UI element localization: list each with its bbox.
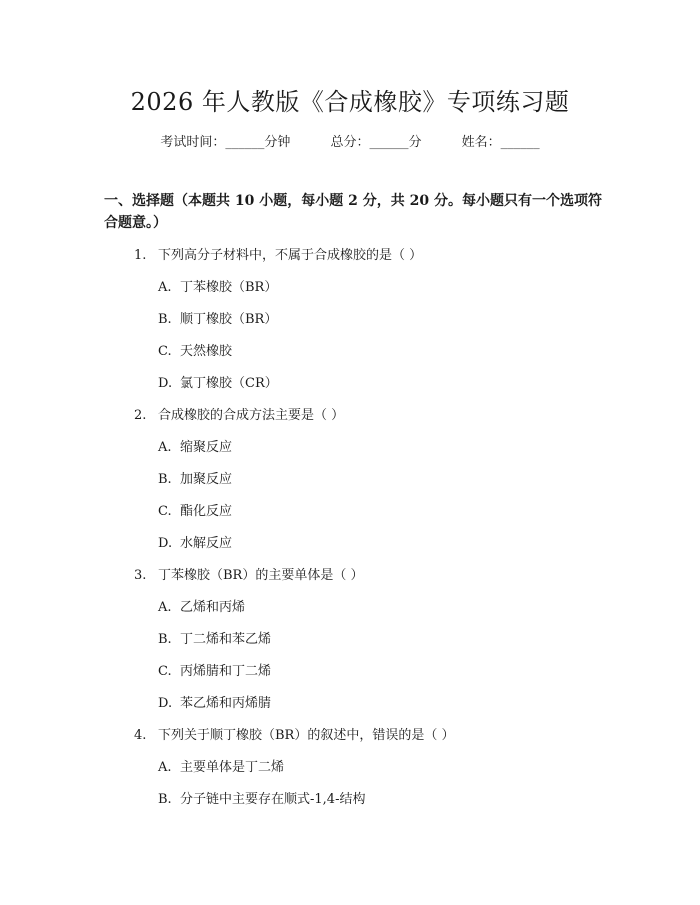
- option-letter: D.: [158, 536, 173, 551]
- section-heading: 一、选择题（本题共 10 小题，每小题 2 分，共 20 分。每小题只有一个选项符合题意。）: [104, 193, 602, 231]
- total-score-field: 总分：______分: [330, 135, 422, 150]
- option-3c: [158, 660, 271, 679]
- option-letter: B.: [158, 312, 172, 327]
- question-text: 丁苯橡胶（BR）的主要单体是（ ）: [158, 568, 364, 583]
- option-letter: B.: [158, 632, 172, 647]
- option-text: 水解反应: [180, 536, 233, 551]
- option-letter: A.: [158, 280, 172, 295]
- option-text: 顺丁橡胶（BR）: [180, 312, 278, 327]
- option-letter: A.: [158, 440, 172, 455]
- student-name-field: 姓名：______: [461, 135, 540, 150]
- option-text: 丙烯腈和丁二烯: [180, 664, 272, 679]
- option-text: 加聚反应: [180, 472, 233, 487]
- option-2a: [158, 436, 232, 455]
- option-letter: B.: [158, 472, 172, 487]
- option-text: 缩聚反应: [180, 440, 233, 455]
- question-text: 下列高分子材料中，不属于合成橡胶的是（ ）: [158, 248, 423, 263]
- option-4a: [158, 756, 284, 775]
- option-letter: A.: [158, 600, 172, 615]
- option-letter: B.: [158, 792, 172, 807]
- option-letter: A.: [158, 760, 172, 775]
- question-2: [134, 404, 344, 423]
- exam-time-field: 考试时间：______分钟: [160, 135, 291, 150]
- option-3a: [158, 596, 245, 615]
- question-1: [134, 244, 422, 263]
- option-1d: [158, 372, 278, 391]
- option-2d: [158, 532, 232, 551]
- option-2b: [158, 468, 232, 487]
- option-text: 主要单体是丁二烯: [180, 760, 285, 775]
- exam-meta: [0, 131, 700, 150]
- question-text: 合成橡胶的合成方法主要是（ ）: [158, 408, 345, 423]
- option-4b: [158, 788, 365, 807]
- option-text: 天然橡胶: [180, 344, 233, 359]
- option-1c: [158, 340, 232, 359]
- option-3d: [158, 692, 271, 711]
- option-1a: [158, 276, 277, 295]
- option-1b: [158, 308, 277, 327]
- option-letter: D.: [158, 696, 173, 711]
- option-letter: C.: [158, 504, 172, 519]
- option-text: 氯丁橡胶（CR）: [180, 376, 278, 391]
- option-text: 乙烯和丙烯: [180, 600, 246, 615]
- question-number: 1.: [134, 248, 147, 263]
- option-3b: [158, 628, 271, 647]
- option-letter: D.: [158, 376, 173, 391]
- question-4: [134, 724, 454, 743]
- option-text: 丁二烯和苯乙烯: [180, 632, 272, 647]
- option-text: 酯化反应: [180, 504, 233, 519]
- option-text: 苯乙烯和丙烯腈: [180, 696, 272, 711]
- option-text: 丁苯橡胶（BR）: [180, 280, 278, 295]
- question-number: 4.: [134, 728, 147, 743]
- question-number: 3.: [134, 568, 147, 583]
- option-2c: [158, 500, 232, 519]
- question-text: 下列关于顺丁橡胶（BR）的叙述中，错误的是（ ）: [158, 728, 455, 743]
- page-title: 2026 年人教版《合成橡胶》专项练习题: [130, 88, 570, 116]
- option-letter: C.: [158, 664, 172, 679]
- option-letter: C.: [158, 344, 172, 359]
- option-text: 分子链中主要存在顺式-1,4-结构: [180, 792, 366, 807]
- question-number: 2.: [134, 408, 147, 423]
- question-3: [134, 564, 363, 583]
